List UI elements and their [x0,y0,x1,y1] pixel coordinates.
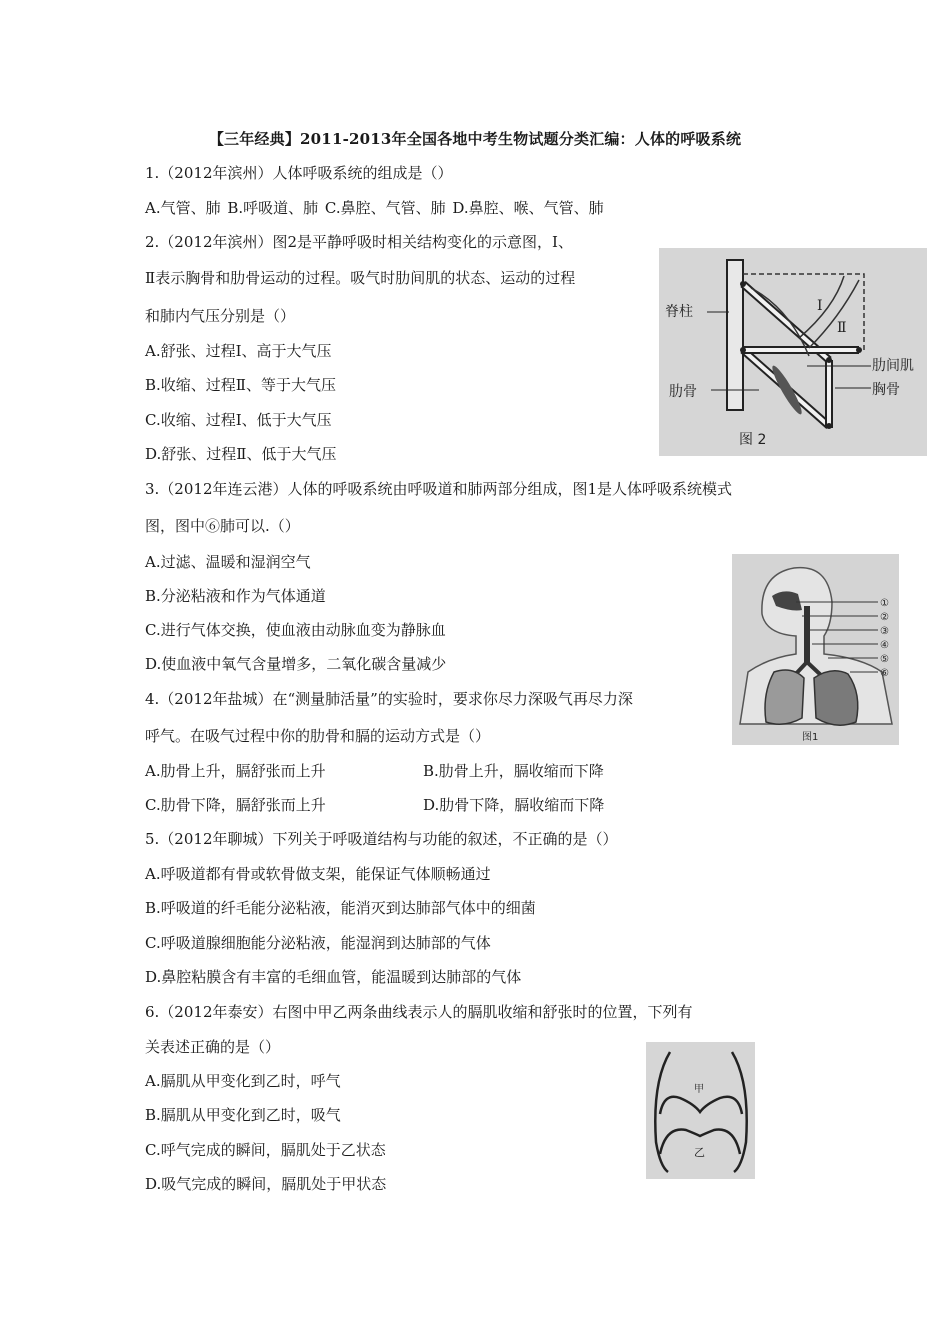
fig2-label-sternum: 胸骨 [872,382,900,398]
q3-stem-line1: 3.（2012年连云港）人体的呼吸系统由呼吸道和肺两部分组成，图1是人体呼吸系统模式 [145,480,733,498]
q3-stem-line2: 图，图中⑥肺可以.（） [145,517,300,535]
q5-option-c: C.呼吸道腺细胞能分泌粘液，能湿润到达肺部的气体 [145,934,491,952]
q6-option-d: D.吸气完成的瞬间，膈肌处于甲状态 [145,1175,387,1193]
q5-option-a: A.呼吸道都有骨或软骨做支架，能保证气体顺畅通过 [145,865,491,883]
fig2-label-rib: 肋骨 [669,384,697,400]
q3-option-c: C.进行气体交换，使血液由动脉血变为静脉血 [145,621,446,639]
figure-diaphragm [646,1042,755,1179]
q4-option-c: C.肋骨下降，膈舒张而上升 [145,796,326,814]
q1-stem: 1.（2012年滨州）人体呼吸系统的组成是（） [145,164,453,182]
q3-option-a: A.过滤、温暖和湿润空气 [145,553,311,571]
q6-option-b: B.膈肌从甲变化到乙时，吸气 [145,1106,341,1124]
q2-option-a: A.舒张、过程Ⅰ、高于大气压 [145,342,332,360]
fig2-label-process-2: Ⅱ [837,320,847,336]
q6-stem-line2: 关表述正确的是（） [145,1038,281,1056]
q6-option-a: A.膈肌从甲变化到乙时，呼气 [145,1072,341,1090]
fig2-label-spine: 脊柱 [665,304,693,320]
fig2-label-intercostal: 肋间肌 [872,358,914,374]
fig1-marker-1: ① [880,598,889,609]
fig1-marker-2: ② [880,612,889,623]
fig3-label-jia: 甲 [694,1084,704,1095]
q2-stem-line2: Ⅱ表示胸骨和肋骨运动的过程。吸气时肋间肌的状态、运动的过程 [145,269,576,287]
q2-option-b: B.收缩、过程Ⅱ、等于大气压 [145,376,336,394]
q4-stem-line2: 呼气。在吸气过程中你的肋骨和膈的运动方式是（） [145,727,491,745]
fig2-caption: 图 2 [739,432,767,448]
figure-2-rib-diagram [659,248,927,456]
fig2-label-process-1: Ⅰ [817,298,823,314]
q3-option-b: B.分泌粘液和作为气体通道 [145,587,326,605]
fig1-caption: 图1 [802,732,819,743]
q4-option-b: B.肋骨上升，膈收缩而下降 [423,762,604,780]
q1-options: A.气管、肺 B.呼吸道、肺 C.鼻腔、气管、肺 D.鼻腔、喉、气管、肺 [145,199,604,217]
fig1-marker-6: ⑥ [880,668,889,679]
q4-option-d: D.肋骨下降，膈收缩而下降 [423,796,605,814]
fig1-marker-4: ④ [880,640,889,651]
q5-option-d: D.鼻腔粘膜含有丰富的毛细血管，能温暖到达肺部的气体 [145,968,522,986]
fig1-marker-3: ③ [880,626,889,637]
q5-option-b: B.呼吸道的纤毛能分泌粘液，能消灭到达肺部气体中的细菌 [145,899,536,917]
q2-option-d: D.舒张、过程Ⅱ、低于大气压 [145,445,337,463]
q5-stem: 5.（2012年聊城）下列关于呼吸道结构与功能的叙述，不正确的是（） [145,830,618,848]
q2-stem-line3: 和肺内气压分别是（） [145,307,296,325]
figure-1-respiratory-system [732,554,899,745]
fig1-marker-5: ⑤ [880,654,889,665]
q6-stem-line1: 6.（2012年泰安）右图中甲乙两条曲线表示人的膈肌收缩和舒张时的位置，下列有 [145,1003,693,1021]
q6-option-c: C.呼气完成的瞬间，膈肌处于乙状态 [145,1141,386,1159]
q4-stem-line1: 4.（2012年盐城）在“测量肺活量”的实验时，要求你尽力深吸气再尽力深 [145,690,633,708]
q2-option-c: C.收缩、过程Ⅰ、低于大气压 [145,411,332,429]
fig3-label-yi: 乙 [694,1146,705,1159]
q2-stem-line1: 2.（2012年滨州）图2是平静呼吸时相关结构变化的示意图，Ⅰ、 [145,233,573,251]
page-title: 【三年经典】2011-2013年全国各地中考生物试题分类汇编：人体的呼吸系统 [208,130,742,148]
q4-option-a: A.肋骨上升，膈舒张而上升 [145,762,326,780]
q3-option-d: D.使血液中氧气含量增多，二氧化碳含量减少 [145,655,447,673]
